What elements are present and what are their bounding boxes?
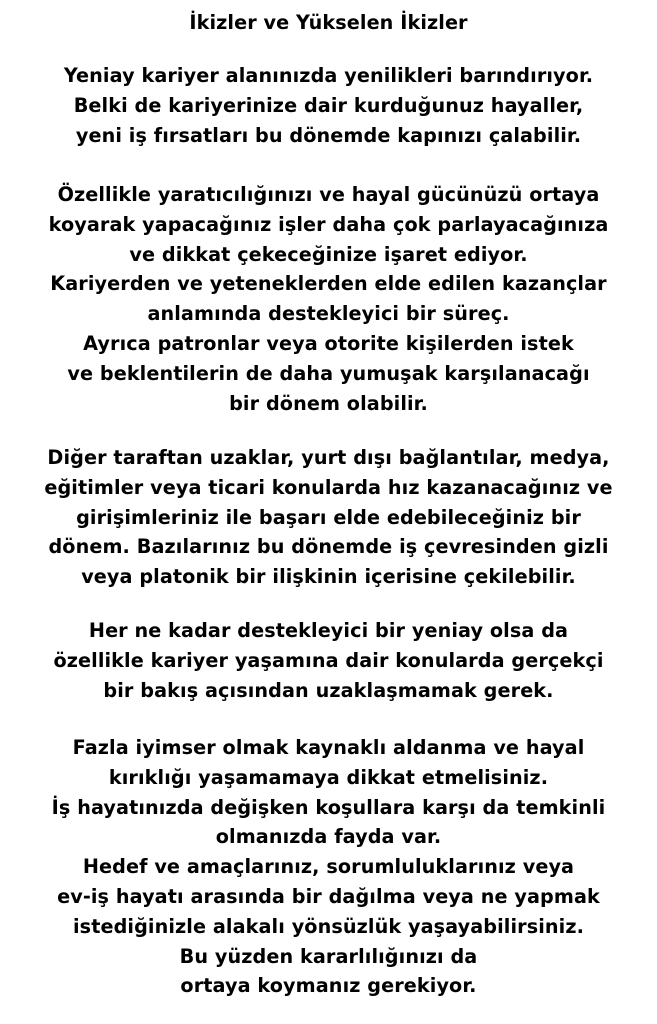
text-line: anlamında destekleyici bir süreç. [147, 302, 510, 326]
text-line: dönem. Bazılarınız bu dönemde iş çevresinden gizli [48, 535, 609, 559]
text-line: Kariyerden ve yeteneklerden elde edilen kazançlar [50, 272, 607, 296]
paragraph-career-newmoon [0, 61, 657, 150]
text-line: Diğer taraftan uzaklar, yurt dışı bağlantılar, medya, [47, 446, 610, 469]
text-line: veya platonik bir ilişkinin içerisine çekilebilir. [81, 565, 576, 589]
text-line: ev-iş hayatı arasında bir dağılma veya ne yapmak [57, 884, 600, 908]
text-line: Ayrıca patronlar veya otorite kişilerden istek [83, 331, 574, 355]
text-line: kırıklığı yaşamamaya dikkat etmelisiniz. [108, 765, 549, 789]
text-line: özellikle kariyer yaşamına dair konularda gerçekçi [53, 648, 604, 672]
text-line: olmanızda fayda var. [215, 825, 442, 849]
text-line: eğitimler veya ticari konularda hız kazanacağınız ve [44, 475, 613, 499]
text-line: istediğinizle alakalı yönsüzlük yaşayabilirsiniz. [73, 914, 584, 938]
text-line: Fazla iyimser olmak kaynaklı aldanma ve hayal [72, 736, 585, 759]
text-line: Her ne kadar destekleyici bir yeniay olsa da [88, 619, 569, 642]
text-line: Yeniay kariyer alanınızda yenilikleri barındırıyor. [63, 64, 594, 87]
paragraph-realistic-view [0, 616, 657, 705]
paragraph-caution [0, 733, 657, 1001]
text-line: Belki de kariyerinize dair kurduğunuz hayaller, [73, 93, 584, 117]
text-line: bir dönem olabilir. [229, 391, 428, 415]
paragraph-abroad-media [0, 443, 657, 592]
text-line: girişimleriniz ile başarı elde edebileceğiniz bir [76, 505, 581, 529]
text-line: ve dikkat çekeceğinize işaret ediyor. [129, 242, 528, 266]
text-line: Özellikle yaratıcılığınızı ve hayal gücünüzü ortaya [57, 183, 600, 206]
text-line: Bu yüzden kararlılığınızı da [179, 944, 478, 968]
text-line: koyarak yapacağınız işler daha çok parlayacağınıza [48, 212, 609, 236]
page-title: İkizler ve Yükselen İkizler [189, 11, 468, 34]
text-line: İş hayatınızda değişken koşullara karşı da temkinli [51, 795, 606, 819]
text-line: ve beklentilerin de daha yumuşak karşılanacağı [67, 361, 590, 385]
text-line: ortaya koymanız gerekiyor. [180, 974, 477, 998]
text-line: yeni iş fırsatları bu dönemde kapınızı çalabilir. [75, 123, 582, 147]
text-line: bir bakış açısından uzaklaşmamak gerek. [103, 678, 554, 702]
paragraph-creativity [0, 180, 657, 418]
text-line: Hedef ve amaçlarınız, sorumluluklarınız veya [82, 855, 575, 879]
